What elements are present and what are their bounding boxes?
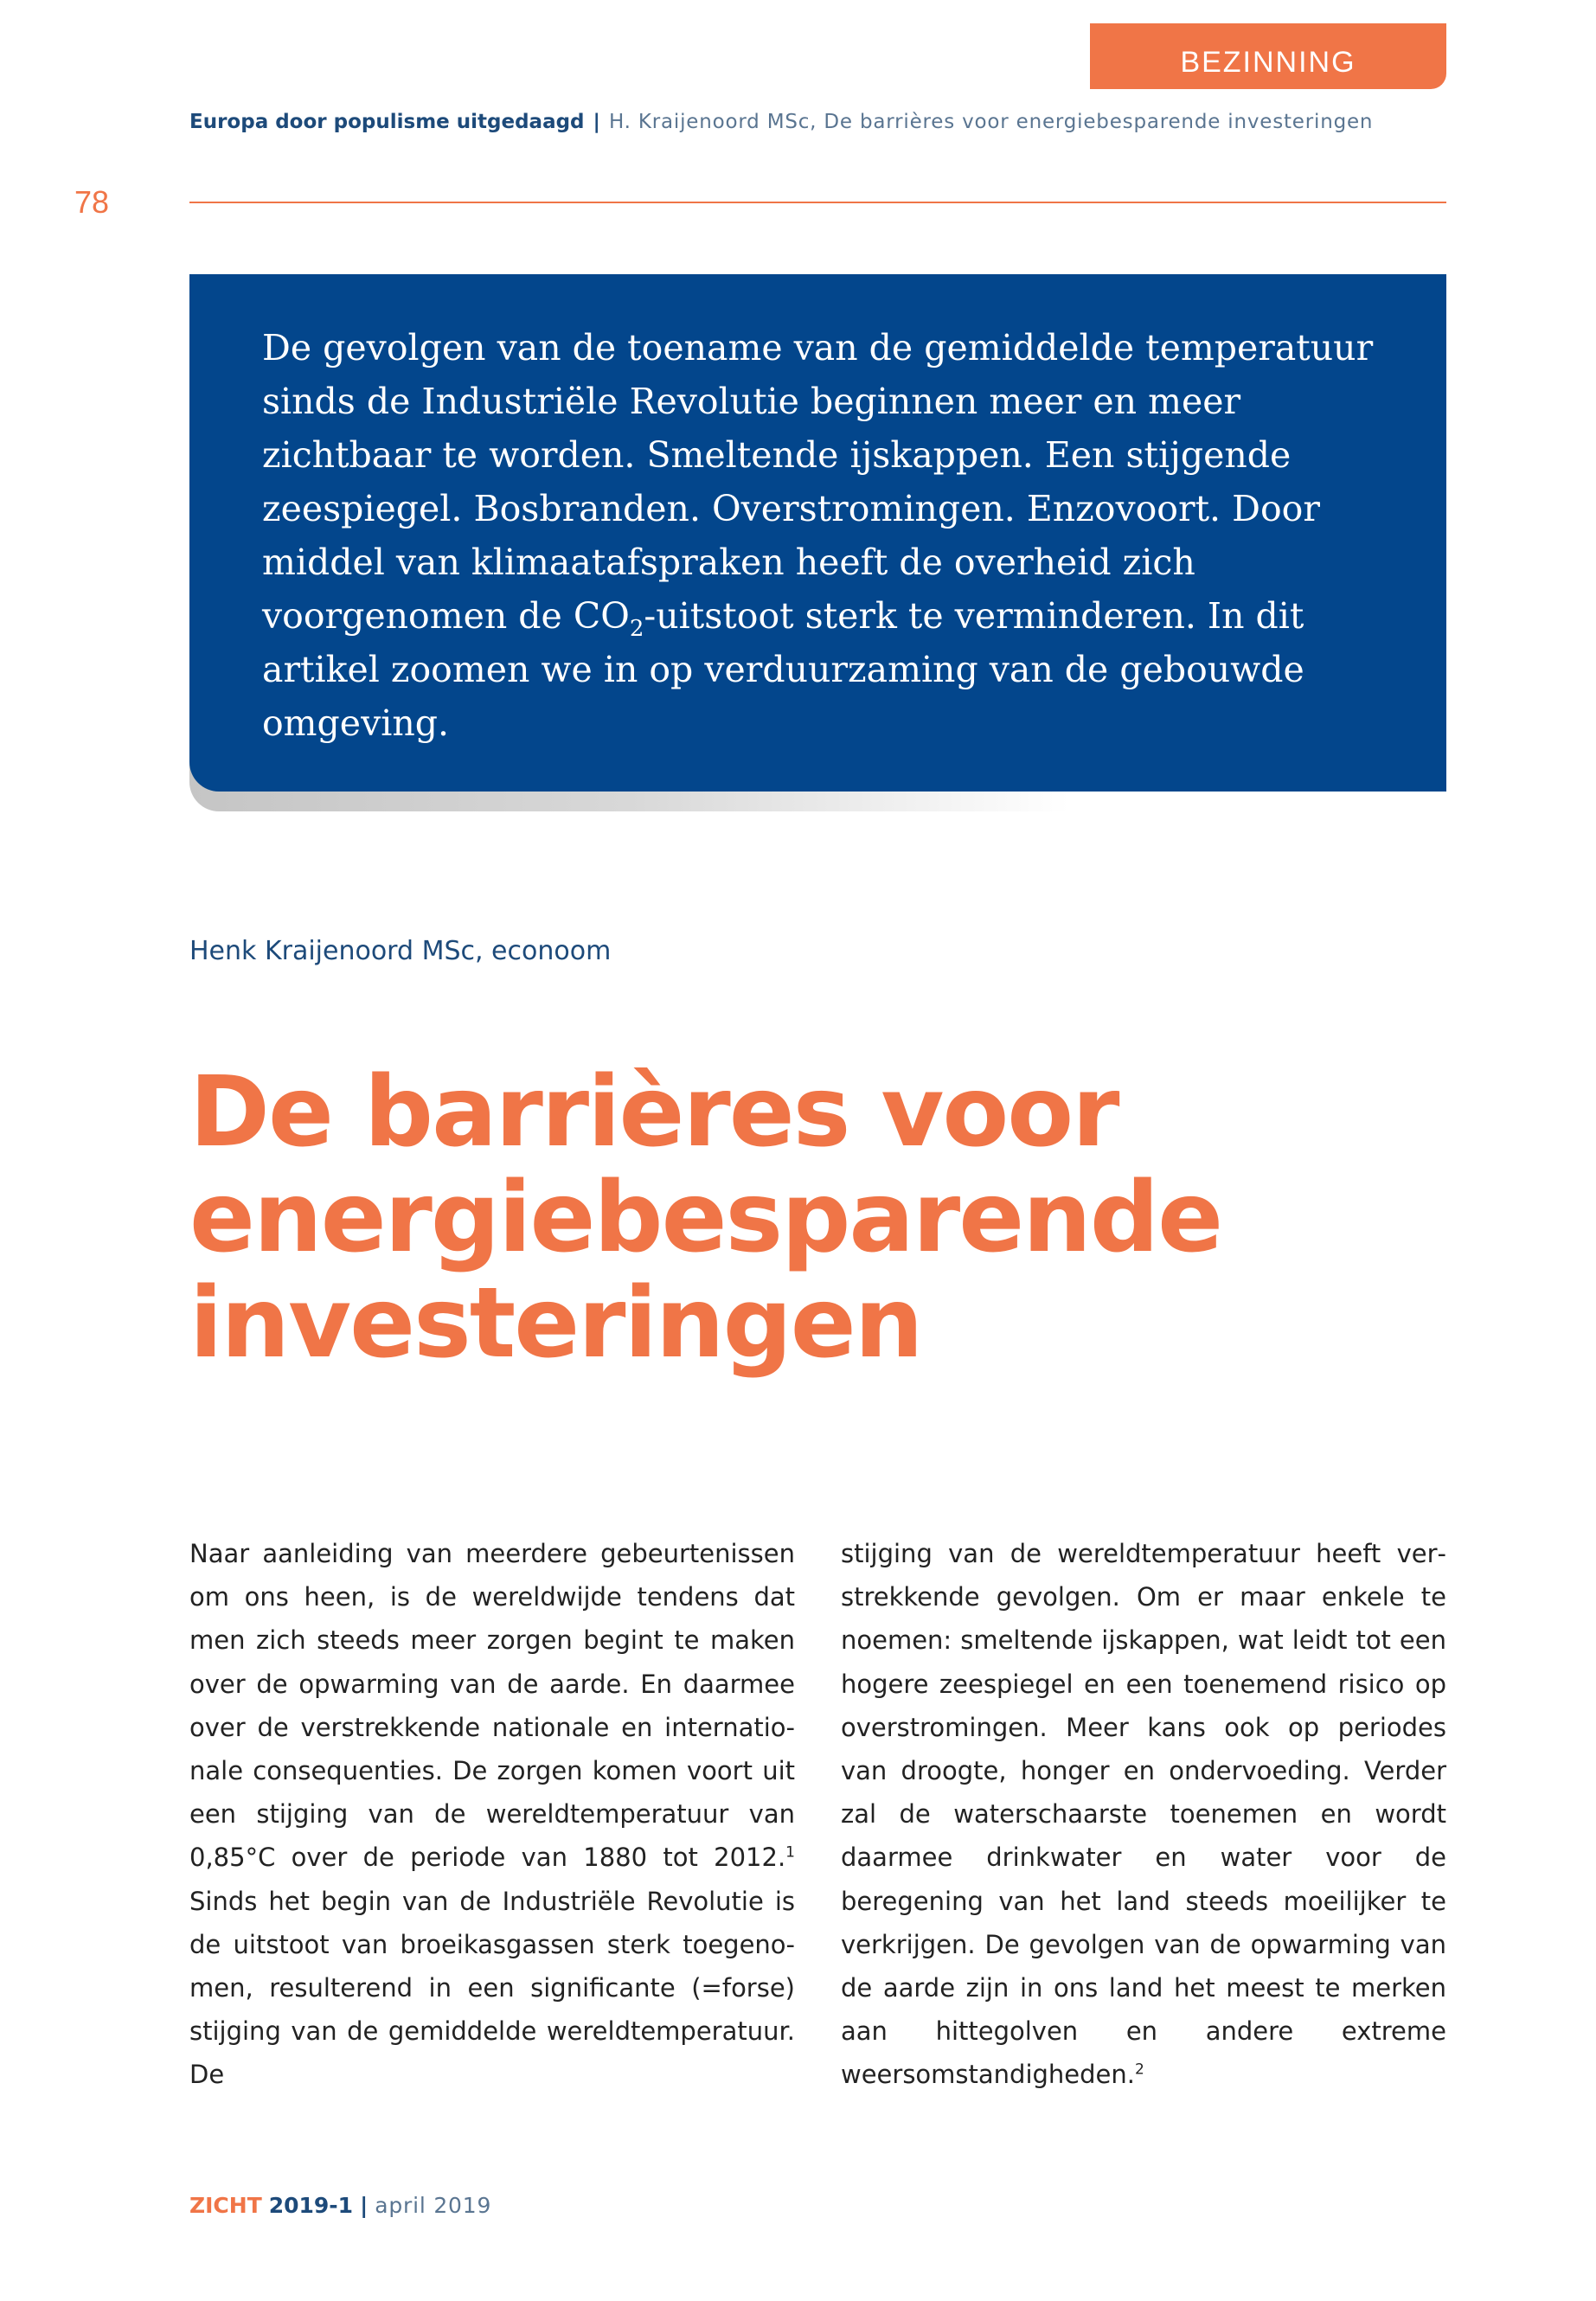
article-title: De barrières voor energiebesparende investeringen <box>189 1056 1222 1380</box>
co2-subscript: 2 <box>629 616 644 643</box>
header-divider <box>189 202 1446 203</box>
section-tab-label: BEZINNING <box>1180 46 1356 79</box>
intro-text-part-2: -uitstoot sterk te verminderen. In dit artikel zoomen we in op verduurzaming van de gebouwde omgeving. <box>262 595 1304 744</box>
article-reference: H. Kraijenoord MSc, De barrières voor energiebesparende investeringen <box>608 111 1374 133</box>
footer-date: april 2019 <box>375 2193 492 2218</box>
footer-issue: 2019-1 <box>268 2193 354 2218</box>
running-head-separator: | <box>593 111 600 133</box>
footnote-ref-1: 1 <box>785 1843 795 1862</box>
intro-text-part-1: De gevolgen van de toename van de gemiddelde temperatuur sinds de Industriële Revolutie beginnen meer en meer zichtbaar te worden. Smeltende ijskappen. Een stijgende zeespiegel. Bosbranden. Overstromingen. Enzovoort. Door middel van klimaatafspraken heeft de overheid zich voorgenomen de CO <box>262 327 1374 637</box>
section-tab <box>1090 23 1446 89</box>
body-left-text-2: Sinds het begin van de Industriële Revolutie is de uitstoot van broeikasgassen sterk toegenomen, resulterend in een significante (=forse) stijging van de gemiddelde wereldtemperatuur. De <box>189 1886 795 2090</box>
publication-title: Europa door populisme uitgedaagd <box>189 111 585 133</box>
intro-box <box>189 274 1446 792</box>
footer-magazine: ZICHT <box>189 2193 262 2218</box>
body-column-right <box>841 1532 1446 2097</box>
page-footer <box>189 2193 491 2218</box>
footnote-ref-2: 2 <box>1135 2061 1144 2079</box>
body-right-text: stijging van de wereldtemperatuur heeft verstrekkende gevolgen. Om er maar enkele te noemen: smeltende ijskappen, wat leidt tot een hogere zeespiegel en een toenemend risico op overstromingen. Meer kans ook op periodes van droogte, honger en ondervoeding. Verder zal de waterschaarste toenemen en wordt daarmee drinkwater en water voor de beregening van het land steeds moeilijker te verkrijgen. De gevolgen van de opwarming van de aarde zijn in ons land het meest te merken aan hittegolven en andere extreme weersomstandigheden. <box>841 1539 1446 2090</box>
intro-text <box>262 321 1377 750</box>
author-byline: Henk Kraijenoord MSc, econoom <box>189 936 612 966</box>
running-head <box>189 111 1373 133</box>
body-column-left <box>189 1532 795 2097</box>
footer-separator: | <box>360 2193 369 2218</box>
body-left-text: Naar aanleiding van meerdere gebeurtenissen om ons heen, is de wereldwijde tendens dat men zich steeds meer zorgen begint te maken over de opwarming van de aarde. En daarmee over de verstrekkende nationale en internationale consequenties. De zorgen komen voort uit een stijging van de wereldtemperatuur van 0,85°C over de periode van 1880 tot 2012. <box>189 1539 795 1873</box>
page-number: 78 <box>74 184 110 220</box>
